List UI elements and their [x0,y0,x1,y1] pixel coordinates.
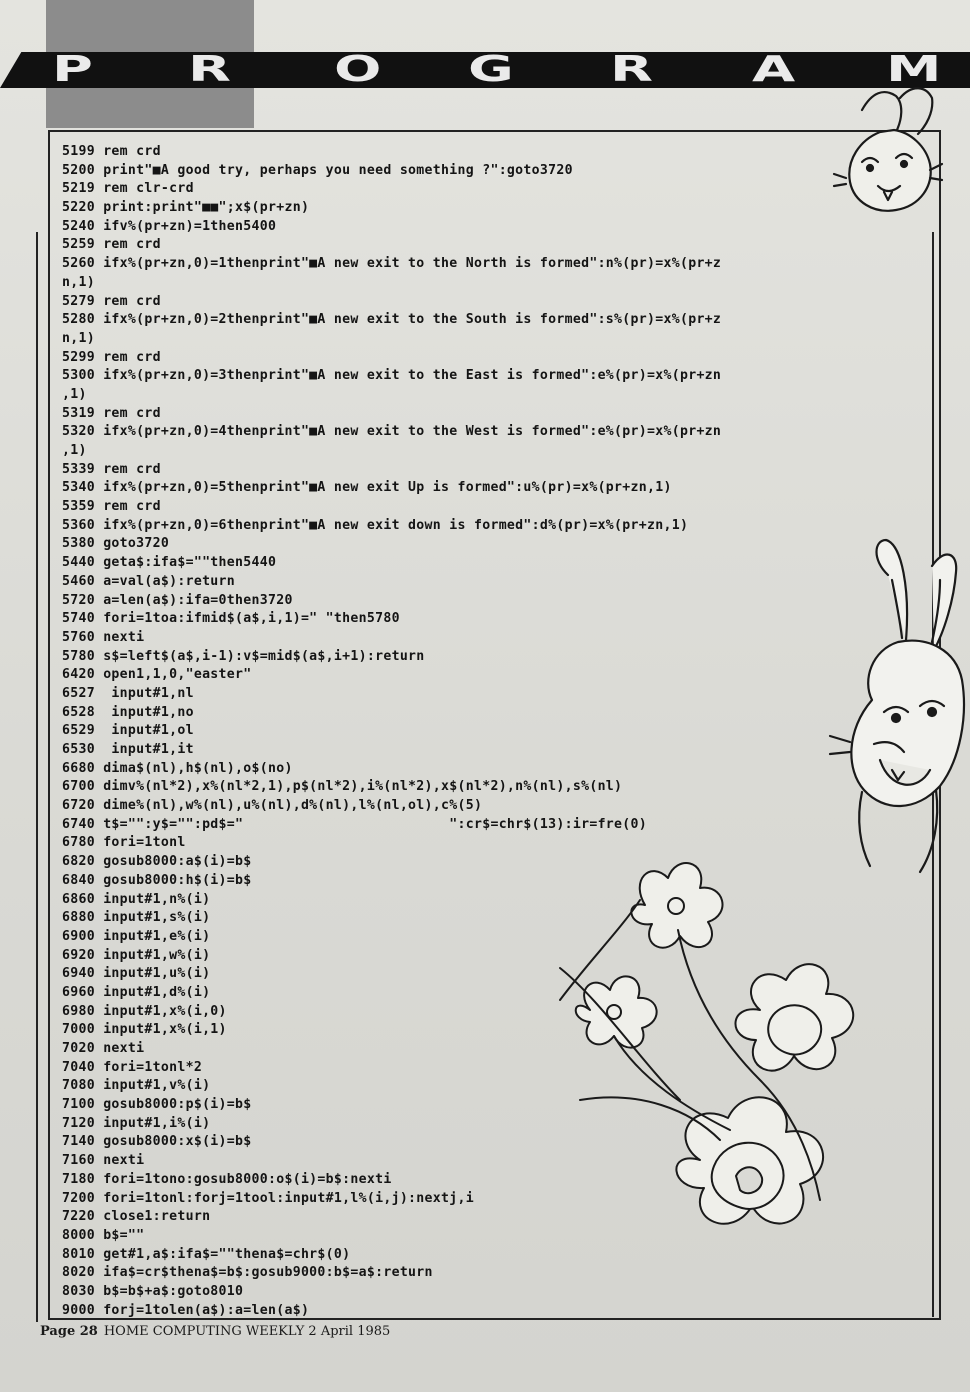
code-line: 5740 fori=1toa:ifmid$(a$,i,1)=" "then5780 [62,611,400,627]
code-line: 5240 ifv%(pr+zn)=1then5400 [62,218,277,234]
code-line: n,1) [62,274,95,290]
code-line: 6920 input#1,w%(i) [62,947,211,963]
code-line: 7160 nexti [62,1153,145,1169]
code-line: 6960 input#1,d%(i) [62,984,211,1000]
code-line: 7180 fori=1tono:gosub8000:o$(i)=b$:nexti [62,1171,392,1187]
code-line: 5320 ifx%(pr+zn,0)=4thenprint"■A new exit to the West is formed":e%(pr)=x%(pr+zn [62,424,722,440]
code-line: 6820 gosub8000:a$(i)=b$ [62,854,252,870]
code-line: 5199 rem crd [62,144,161,159]
code-line: 6840 gosub8000:h$(i)=b$ [62,872,252,888]
code-line: 8030 b$=b$+a$:goto8010 [62,1283,244,1299]
banner-letter: O [334,49,382,90]
code-line: 7040 fori=1tonl*2 [62,1059,203,1075]
code-line: 6530 input#1,it [62,742,194,757]
code-line: 5259 rem crd [62,237,161,253]
code-line: ,1) [62,443,87,458]
code-line: 6980 input#1,x%(i,0) [62,1003,227,1019]
code-line: 5300 ifx%(pr+zn,0)=3thenprint"■A new exit to the East is formed":e%(pr)=x%(pr+zn [62,368,722,384]
listing-left-rule [36,232,38,1322]
code-line: 6900 input#1,e%(i) [62,928,211,944]
code-line: 7000 input#1,x%(i,1) [62,1022,227,1038]
code-line: 7020 nexti [62,1041,145,1056]
code-line: 6680 dima$(nl),h$(nl),o$(no) [62,760,293,776]
code-line: 8000 b$="" [62,1227,145,1243]
program-banner-title [0,49,970,90]
code-line: 5760 nexti [62,629,145,645]
code-line: 5319 rem crd [62,405,161,421]
code-line: 9000 forj=1tolen(a$):a=len(a$) [62,1302,310,1318]
listing-right-rule [932,232,934,1317]
code-line: ,1) [62,386,87,402]
basic-program-listing [62,143,912,1320]
banner-letter: R [610,49,653,90]
banner-letter: R [188,49,231,90]
code-line: 5460 a=val(a$):return [62,573,236,589]
code-line: 7120 input#1,i%(i) [62,1115,211,1131]
code-line: 5340 ifx%(pr+zn,0)=5thenprint"■A new exit Up is formed":u%(pr)=x%(pr+zn,1) [62,480,672,496]
code-line: 6740 t$="":y$="":pd$=" ":cr$=chr$(13):ir=fre(0) [62,816,648,832]
page-number: Page 28 [40,1324,98,1339]
code-line: 6780 fori=1tonl [62,835,186,851]
code-line: 8010 get#1,a$:ifa$=""thena$=chr$(0) [62,1246,351,1262]
banner-letter: M [886,49,942,90]
code-line: 5339 rem crd [62,461,161,477]
code-line: 5280 ifx%(pr+zn,0)=2thenprint"■A new exit to the South is formed":s%(pr)=x%(pr+z [62,312,722,328]
code-line: 6420 open1,1,0,"easter" [62,667,252,683]
code-line: 7100 gosub8000:p$(i)=b$ [62,1097,252,1113]
code-line: 5200 print"■A good try, perhaps you need something ?":goto3720 [62,162,573,178]
page-footer [40,1324,390,1339]
code-line: 5380 goto3720 [62,536,170,552]
banner-letter: A [752,49,796,90]
code-line: 6720 dime%(nl),w%(nl),u%(nl),d%(nl),l%(nl,ol),c%(5) [62,798,483,814]
code-line: 5220 print:print"■■";x$(pr+zn) [62,200,310,216]
code-line: 6529 input#1,ol [62,723,194,739]
code-line: 8020 ifa$=cr$thena$=b$:gosub9000:b$=a$:return [62,1265,433,1281]
banner-letter: G [468,49,514,90]
code-line: 7140 gosub8000:x$(i)=b$ [62,1134,252,1150]
banner-letter: P [52,49,93,90]
code-line: 5260 ifx%(pr+zn,0)=1thenprint"■A new exit to the North is formed":n%(pr)=x%(pr+z [62,256,722,272]
code-line: 5360 ifx%(pr+zn,0)=6thenprint"■A new exit down is formed":d%(pr)=x%(pr+zn,1) [62,517,689,533]
code-line: 7200 fori=1tonl:forj=1tool:input#1,l%(i,j):nextj,i [62,1190,474,1206]
code-line: 5279 rem crd [62,293,161,309]
code-line: 5299 rem crd [62,349,161,365]
code-line: 5720 a=len(a$):ifa=0then3720 [62,592,293,608]
code-line: 6528 input#1,no [62,704,194,720]
code-line: 6860 input#1,n%(i) [62,891,211,907]
code-line: n,1) [62,330,95,346]
code-line: 7080 input#1,v%(i) [62,1078,211,1094]
code-line: 6880 input#1,s%(i) [62,910,211,926]
code-line: 5219 rem clr-crd [62,181,194,197]
code-line: 6527 input#1,nl [62,685,194,701]
code-line: 7220 close1:return [62,1209,211,1225]
code-line: 5440 geta$:ifa$=""then5440 [62,555,277,571]
publication-line: HOME COMPUTING WEEKLY 2 April 1985 [103,1324,391,1339]
code-line: 6700 dimv%(nl*2),x%(nl*2,1),p$(nl*2),i%(nl*2),x$(nl*2),n%(nl),s%(nl) [62,779,623,795]
code-line: 5780 s$=left$(a$,i-1):v$=mid$(a$,i+1):return [62,648,425,664]
code-line: 5359 rem crd [62,499,161,515]
code-line: 6940 input#1,u%(i) [62,966,211,982]
